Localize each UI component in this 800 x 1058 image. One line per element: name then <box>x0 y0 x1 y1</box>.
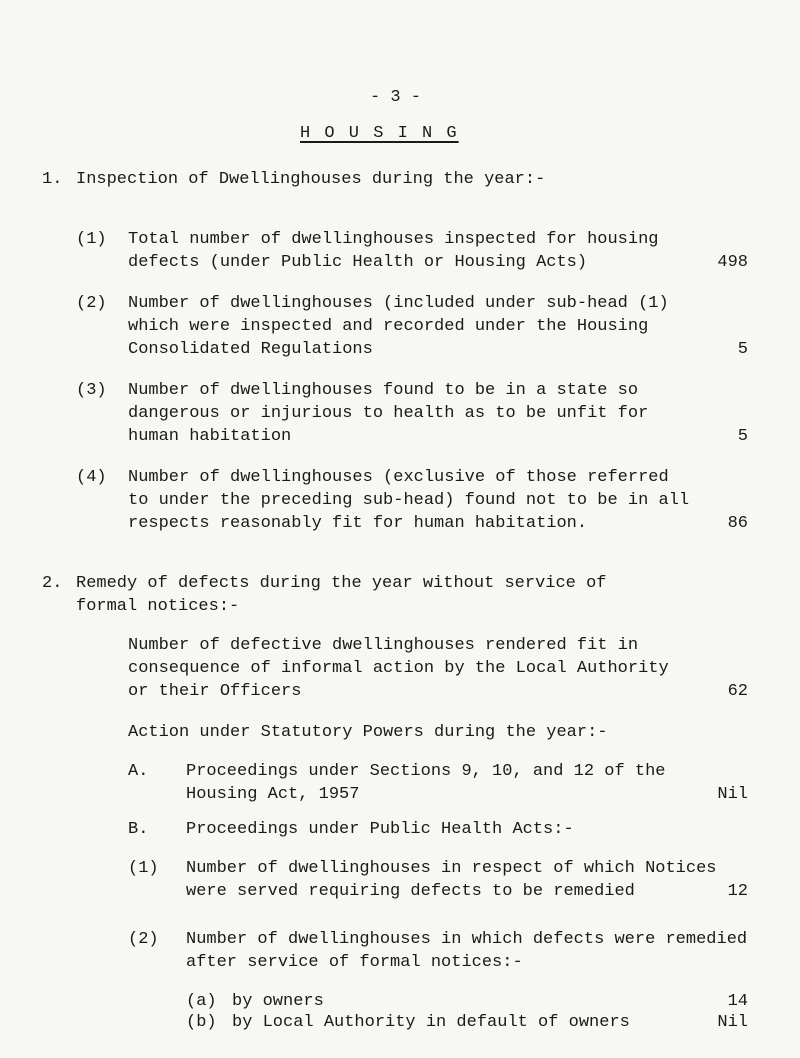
informal-line: Number of defective dwellinghouses rendered fit in <box>128 636 639 655</box>
item-b2-line: Number of dwellinghouses in which defects were remedied <box>186 930 748 949</box>
statutory-heading: Action under Statutory Powers during the year:- <box>128 723 608 742</box>
item-2-line: Number of dwellinghouses (included under sub-head (1) <box>128 294 669 313</box>
item-b1-line: Number of dwellinghouses in respect of which Notices <box>186 859 717 878</box>
section-1-title: Inspection of Dwellinghouses during the year:- <box>76 170 546 189</box>
item-b2-line: after service of formal notices:- <box>186 953 523 972</box>
page-number: - 3 - <box>370 88 422 107</box>
item-4-line: to under the preceding sub-head) found not to be in all <box>128 491 690 510</box>
informal-line: consequence of informal action by the Local Authority <box>128 659 669 678</box>
item-b2b-label: (b) <box>186 1013 217 1032</box>
page-heading: H O U S I N G <box>300 124 459 143</box>
item-1-line: defects (under Public Health or Housing Acts) <box>128 253 588 272</box>
item-1-value: 498 <box>717 253 748 272</box>
item-b2a-value: 14 <box>727 992 748 1011</box>
item-a-value: Nil <box>717 785 748 804</box>
item-2-line: Consolidated Regulations <box>128 340 373 359</box>
item-b2b-text: by Local Authority in default of owners <box>232 1013 630 1032</box>
section-1-marker: 1. <box>42 170 63 189</box>
item-4-value: 86 <box>727 514 748 533</box>
item-b1-label: (1) <box>128 859 159 878</box>
item-a-label: A. <box>128 762 149 781</box>
item-b2a-label: (a) <box>186 992 217 1011</box>
item-b2a-text: by owners <box>232 992 324 1011</box>
item-1-line: Total number of dwellinghouses inspected for housing <box>128 230 659 249</box>
item-3-value: 5 <box>737 427 748 446</box>
item-2-value: 5 <box>737 340 748 359</box>
item-a-line: Housing Act, 1957 <box>186 785 360 804</box>
item-b-label: B. <box>128 820 149 839</box>
item-3-line: Number of dwellinghouses found to be in a state so <box>128 381 639 400</box>
item-3-line: human habitation <box>128 427 292 446</box>
section-2-title-line: formal notices:- <box>76 597 240 616</box>
item-3-line: dangerous or injurious to health as to be unfit for <box>128 404 649 423</box>
informal-value: 62 <box>727 682 748 701</box>
item-a-line: Proceedings under Sections 9, 10, and 12 of the <box>186 762 666 781</box>
item-4-line: Number of dwellinghouses (exclusive of those referred <box>128 468 669 487</box>
item-2-line: which were inspected and recorded under the Housing <box>128 317 649 336</box>
item-2-label: (2) <box>76 294 107 313</box>
item-b2-label: (2) <box>128 930 159 949</box>
informal-line: or their Officers <box>128 682 302 701</box>
item-3-label: (3) <box>76 381 107 400</box>
item-4-label: (4) <box>76 468 107 487</box>
item-1-label: (1) <box>76 230 107 249</box>
section-2-title-line: Remedy of defects during the year without service of <box>76 574 607 593</box>
item-b1-value: 12 <box>727 882 748 901</box>
section-2-marker: 2. <box>42 574 63 593</box>
item-b2b-value: Nil <box>717 1013 748 1032</box>
item-b-text: Proceedings under Public Health Acts:- <box>186 820 574 839</box>
item-4-line: respects reasonably fit for human habitation. <box>128 514 588 533</box>
item-b1-line: were served requiring defects to be remedied <box>186 882 635 901</box>
